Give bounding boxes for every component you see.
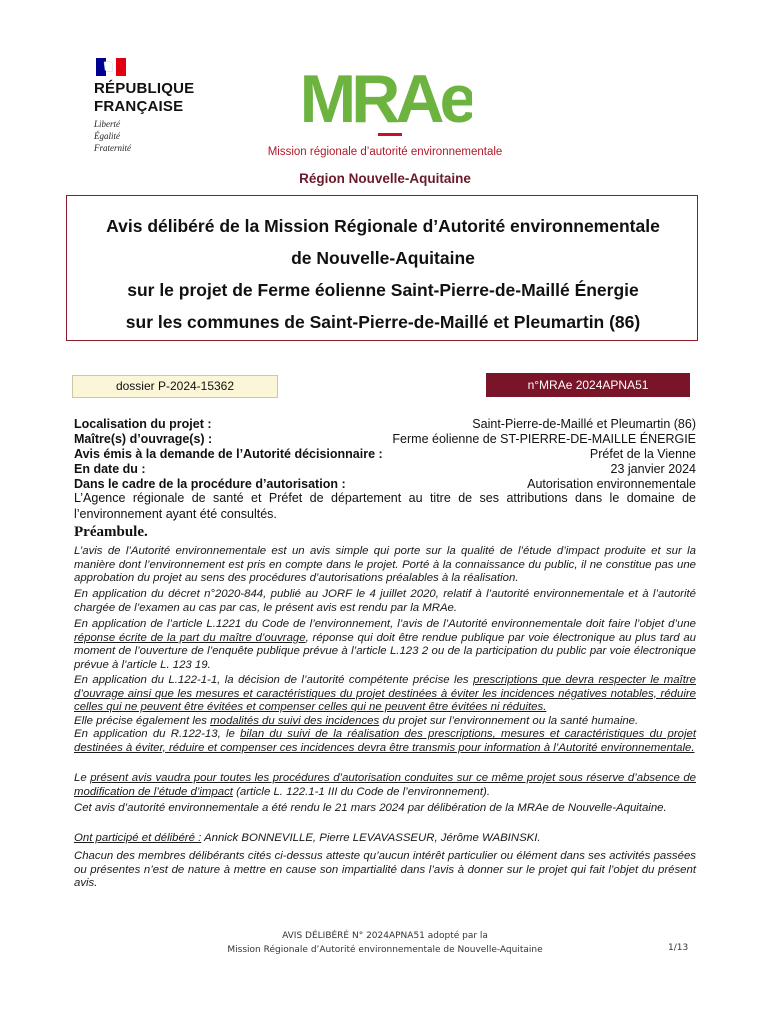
meta-row-date (74, 461, 696, 477)
meta-label: Dans le cadre de la procédure d’autorisation : (74, 477, 346, 491)
mrae-logo (300, 66, 472, 128)
meta-value: Préfet de la Vienne (589, 447, 696, 461)
mrae-logo-rule (378, 133, 402, 136)
preambule-paragraph-2: En application du décret n°2020-844, publié au JORF le 4 juillet 2020, relatif à l’autorité environnementale et à l’autorité chargée de l’examen au cas par cas, le présent avis est rendu par la MRAe. (74, 588, 696, 614)
meta-row-autorite (74, 446, 696, 462)
consultation-text: L’Agence régionale de santé et Préfet de département au titre de ses attributions dans le domaine de l’environnement ayant été consultés. (74, 491, 696, 521)
title-line-1: Avis délibéré de la Mission Régionale d’Autorité environnementale (106, 216, 660, 236)
footer-line-1: AVIS DÉLIBÉRÉ N° 2024APNA51 adopté par la (282, 931, 488, 941)
title-line-2: de Nouvelle-Aquitaine (291, 248, 475, 268)
footer (0, 929, 770, 957)
mrae-subtitle: Mission régionale d’autorité environnementale (267, 146, 503, 158)
preambule-paragraph-5: Le présent avis vaudra pour toutes les procédures d’autorisation conduites sur ce même projet sous réserve d’absence de modification de l’étude d’impact (article L. 122.1-1 III du Code de l’environnement). (74, 772, 696, 798)
meta-value: Saint-Pierre-de-Maillé et Pleumartin (86) (472, 417, 696, 431)
rf-motto: Liberté Égalité Fraternité (94, 119, 131, 153)
mrae-logo-text: MRAe (300, 66, 472, 128)
preambule-heading: Préambule. (74, 524, 148, 540)
preambule-paragraph-3: En application de l’article L.1221 du Code de l’environnement, l’avis de l’Autorité environnementale doit faire l’objet d’une réponse écrite de la part du maître d’ouvrage, réponse qui doit être rendue publique par voie électronique au plus tard au moment de l’ouverture de l’enquête publique prévue à l’article L.123 2 ou de la participation du public par voie électronique prévue à l’article L. 123 19. (74, 618, 697, 671)
dossier-number: dossier P-2024-15362 (72, 375, 278, 398)
rf-name: RÉPUBLIQUE FRANÇAISE (94, 80, 195, 115)
region-label: Région Nouvelle-Aquitaine (299, 171, 471, 186)
page-number: 1/13 (668, 943, 689, 953)
mrae-number: n°MRAe 2024APNA51 (486, 373, 690, 397)
preambule-paragraph-6: Cet avis d’autorité environnementale a été rendu le 21 mars 2024 par délibération de la MRAe de Nouvelle-Aquitaine. (74, 802, 667, 814)
meta-label: Avis émis à la demande de l’Autorité décisionnaire : (74, 447, 383, 461)
meta-row-maitre-ouvrage (74, 431, 696, 447)
title-box (66, 195, 698, 341)
preambule-paragraph-7: Chacun des membres délibérants cités ci-dessus atteste qu’aucun intérêt particulier ou élément dans ses activités passées ou présentes n’est de nature à mettre en cause son impartialité dans l’avis à donner sur le projet qui fait l’objet du présent avis. (74, 850, 696, 889)
meta-row-localisation (74, 416, 696, 432)
title-line-3: sur le projet de Ferme éolienne Saint-Pierre-de-Maillé Énergie (127, 280, 639, 300)
meta-label: En date du : (74, 462, 146, 476)
meta-label: Maître(s) d’ouvrage(s) : (74, 432, 213, 446)
preambule-participants: Ont participé et délibéré : Annick BONNEVILLE, Pierre LEVAVASSEUR, Jérôme WABINSKI. (74, 832, 541, 844)
footer-line-2: Mission Régionale d’Autorité environnementale de Nouvelle-Aquitaine (227, 945, 543, 955)
preambule-paragraph-4: En application du L.122-1-1, la décision de l’autorité compétente précise les prescriptions que devra respecter le maître d’ouvrage ainsi que les mesures et caractéristiques du projet destinées à éviter les incidences négatives notables, réduire celles qui ne peuvent être évitées et compenser celles qui ne peuvent être évitées ni réduites. Elle précise également les modalités du suivi des incidences du projet sur l’environnement ou la santé humaine. En application du R.122-13, le bilan du suivi de la réalisation des prescriptions, mesures et caractéristiques du projet destinées à éviter, réduire et compenser ces incidences devra être transmis pour information à l’Autorité environnementale. (74, 674, 696, 754)
meta-value: Autorisation environnementale (527, 477, 696, 491)
meta-value: 23 janvier 2024 (610, 462, 696, 476)
marianne-flag-icon (96, 58, 126, 76)
meta-value: Ferme éolienne de ST-PIERRE-DE-MAILLE ÉNERGIE (392, 432, 696, 446)
preambule-paragraph-1: L’avis de l’Autorité environnementale est un avis simple qui porte sur la qualité de l’étude d’impact produite et sur la manière dont l’environnement est pris en compte dans le projet. Porté à la connaissance du public, il ne constitue pas une approbation du projet au sens des procédures d’autorisations préalables à la réalisation. (74, 545, 696, 584)
title-line-4: sur les communes de Saint-Pierre-de-Maillé et Pleumartin (86) (125, 312, 641, 332)
meta-label: Localisation du projet : (74, 417, 212, 431)
republique-francaise-logo (84, 50, 216, 158)
